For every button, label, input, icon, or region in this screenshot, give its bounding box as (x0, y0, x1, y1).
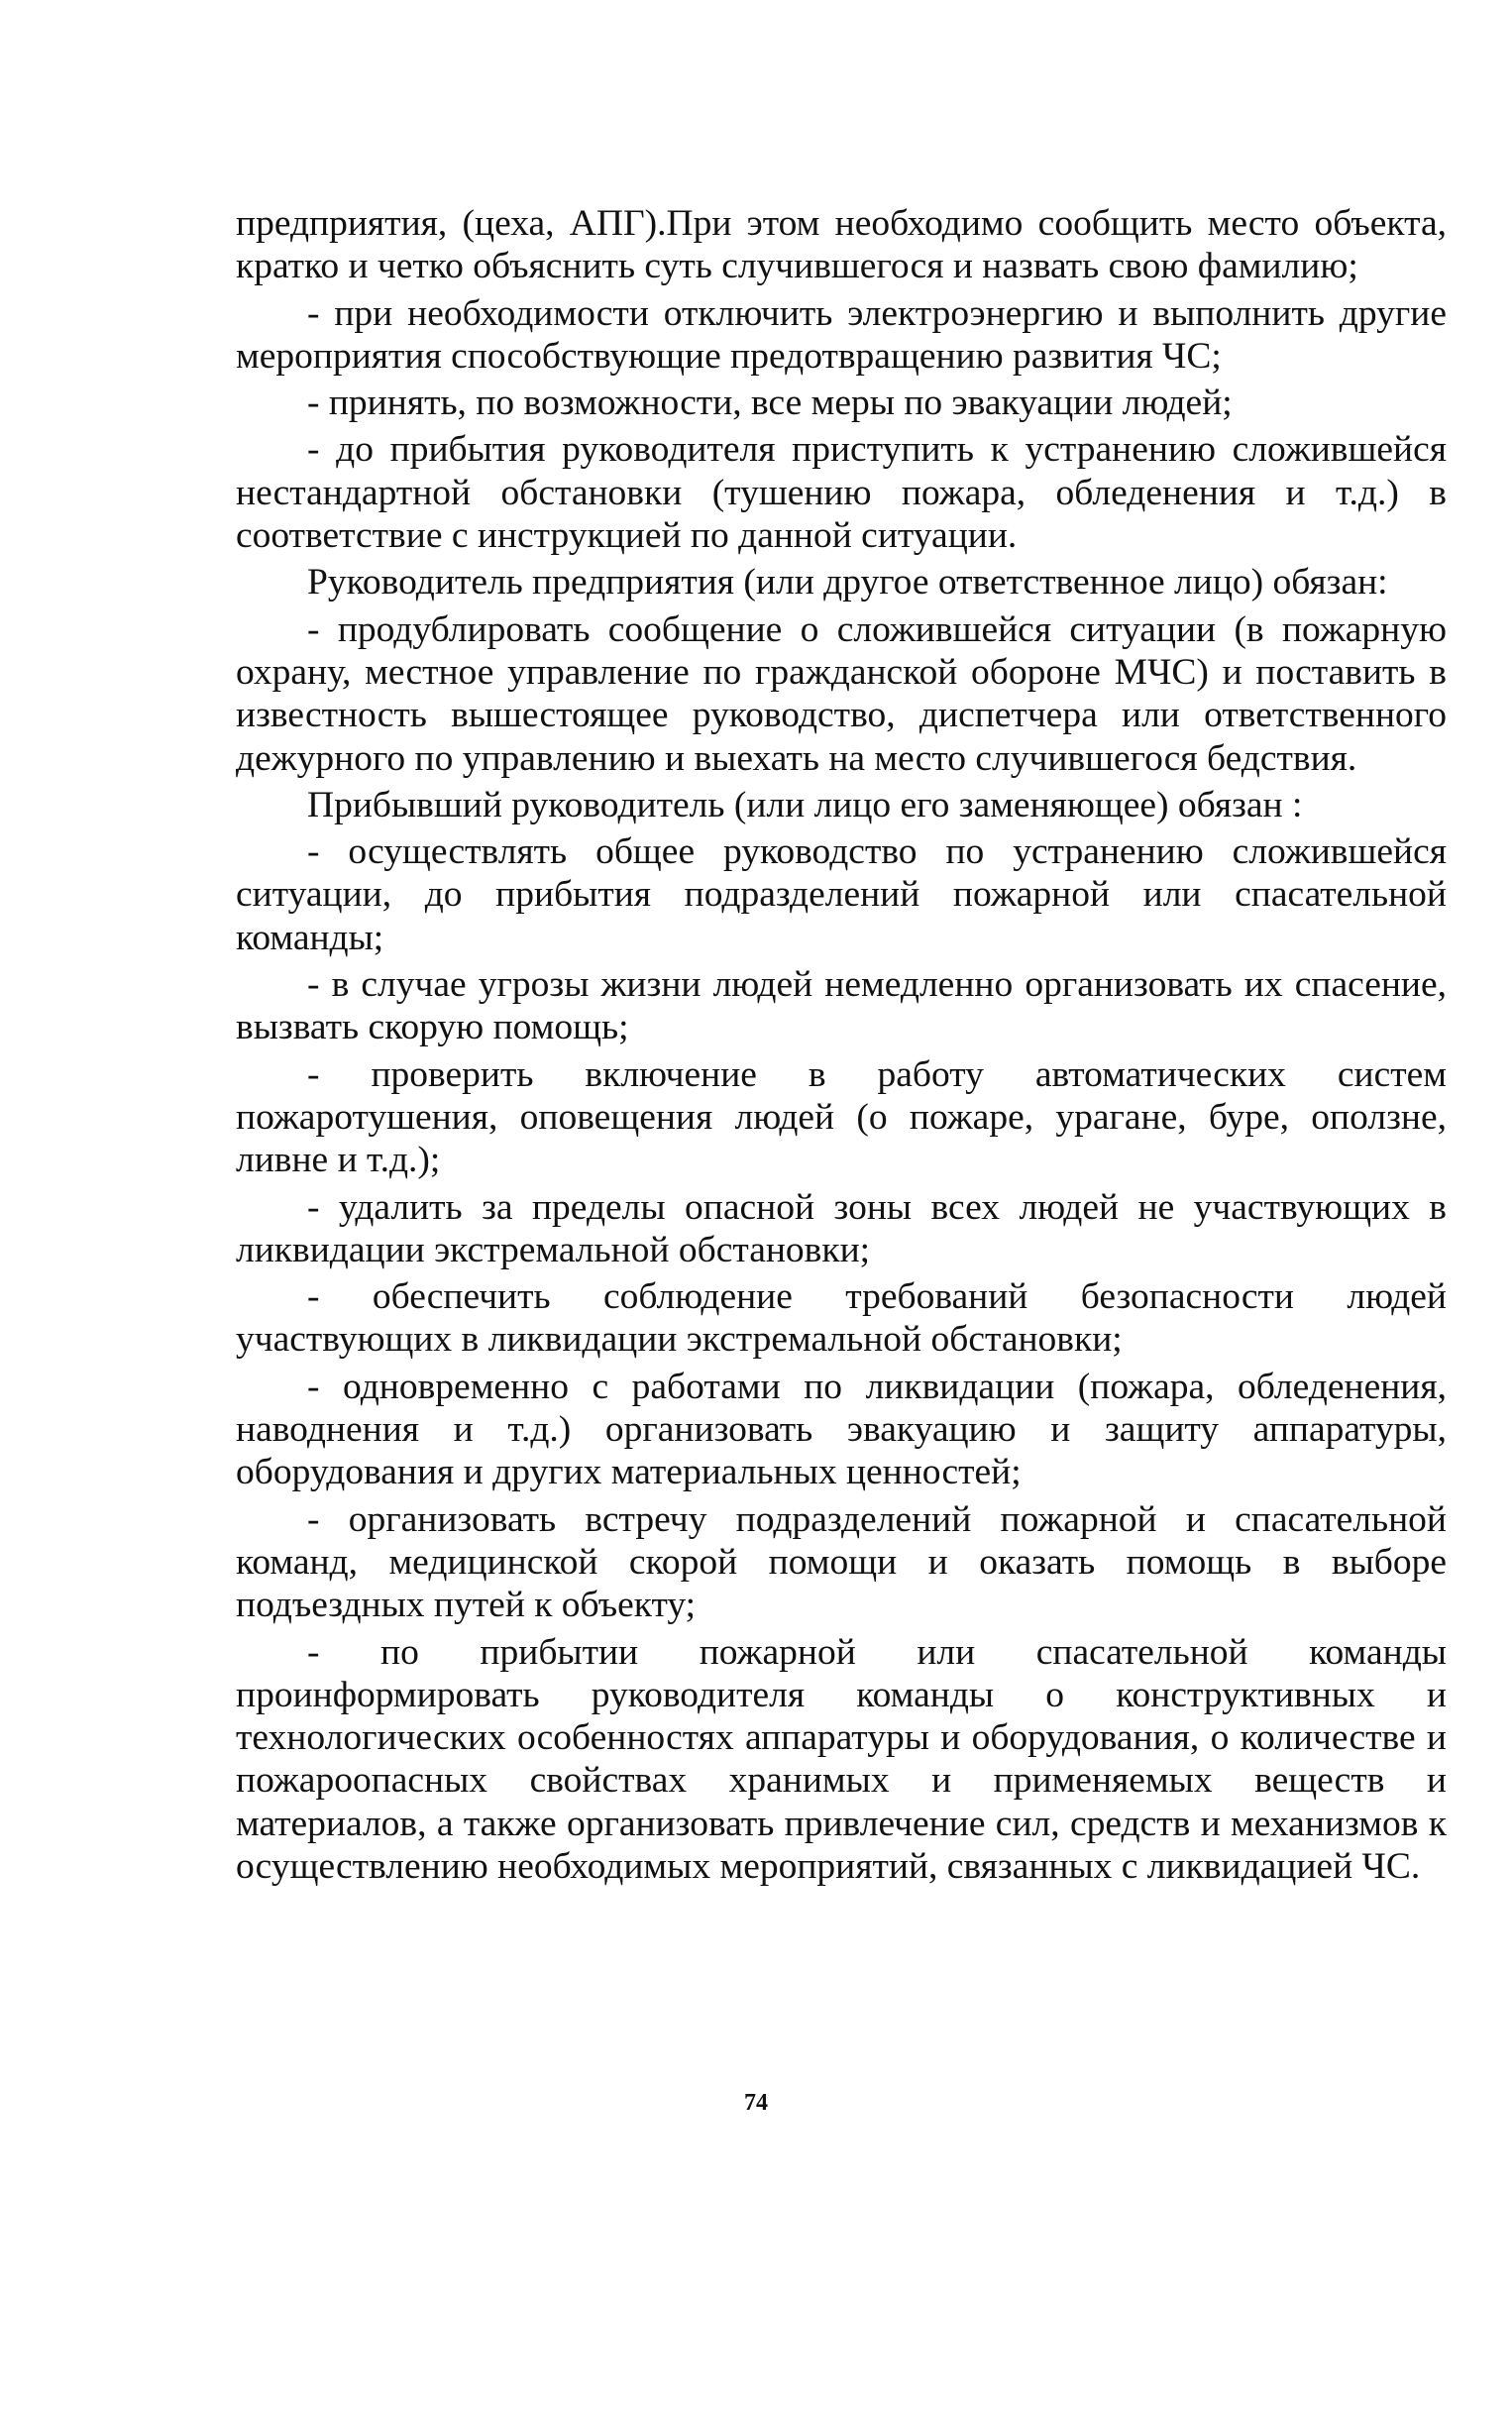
paragraph-5: Руководитель предприятия (или другое ответственное лицо) обязан: (307, 562, 1388, 604)
paragraph-3: - принять, по возможности, все меры по эвакуации людей; (307, 383, 1233, 424)
page-number: 74 (744, 2090, 768, 2116)
paragraph-6: - продублировать сообщение о сложившейся ситуации (в пожарную охрану, местное управление по гражданской обороне МЧС) и поставить в известность вышестоящее руководство, диспетчера или ответственного дежурного по управлению и выехать на место случившегося бедствия. (236, 608, 1447, 779)
body-text (236, 202, 1447, 1892)
paragraph-13: - одновременно с работами по ликвидации (пожара, обледенения, наводнения и т.д.) организовать эвакуацию и защиту аппаратуры, оборудования и других материальных ценностей; (236, 1366, 1447, 1493)
paragraph-11: - удалить за пределы опасной зоны всех людей не участвующих в ликвидации экстремальной обстановки; (236, 1186, 1447, 1270)
paragraph-7: Прибывший руководитель (или лицо его заменяющее) обязан : (307, 784, 1303, 825)
paragraph-8: - осуществлять общее руководство по устранению сложившейся ситуации, до прибытия подразделений пожарной или спасательной команды; (236, 831, 1447, 958)
paragraph-2: - при необходимости отключить электроэнергию и выполнить другие мероприятия способствующие предотвращению развития ЧС; (236, 292, 1447, 377)
paragraph-4: - до прибытия руководителя приступить к устранению сложившейся нестандартной обстановки (тушению пожара, обледенения и т.д.) в соответствие с инструкцией по данной ситуации. (236, 429, 1447, 557)
paragraph-15: - по прибытии пожарной или спасательной команды проинформировать руководителя команды о конструктивных и технологических особенностях аппаратуры и оборудования, о количестве и пожароопасных свойствах хранимых и применяемых веществ и материалов, а также организовать привлечение сил, средств и механизмов к осуществлению необходимых мероприятий, связанных с ликвидацией ЧС. (236, 1631, 1447, 1887)
paragraph-9: - в случае угрозы жизни людей немедленно организовать их спасение, вызвать скорую помощь; (236, 964, 1447, 1048)
paragraph-10: - проверить включение в работу автоматических систем пожаротушения, оповещения людей (о пожаре, урагане, буре, оползне, ливне и т.д.); (236, 1053, 1447, 1181)
paragraph-14: - организовать встречу подразделений пожарной и спасательной команд, медицинской скорой помощи и оказать помощь в выборе подъездных путей к объекту; (236, 1498, 1447, 1626)
paragraph-1: предприятия, (цеха, АПГ).При этом необходимо сообщить место объекта, кратко и четко объяснить суть случившегося и назвать свою фамилию; (236, 203, 1447, 287)
paragraph-12: - обеспечить соблюдение требований безопасности людей участвующих в ликвидации экстремальной обстановки; (236, 1276, 1447, 1361)
